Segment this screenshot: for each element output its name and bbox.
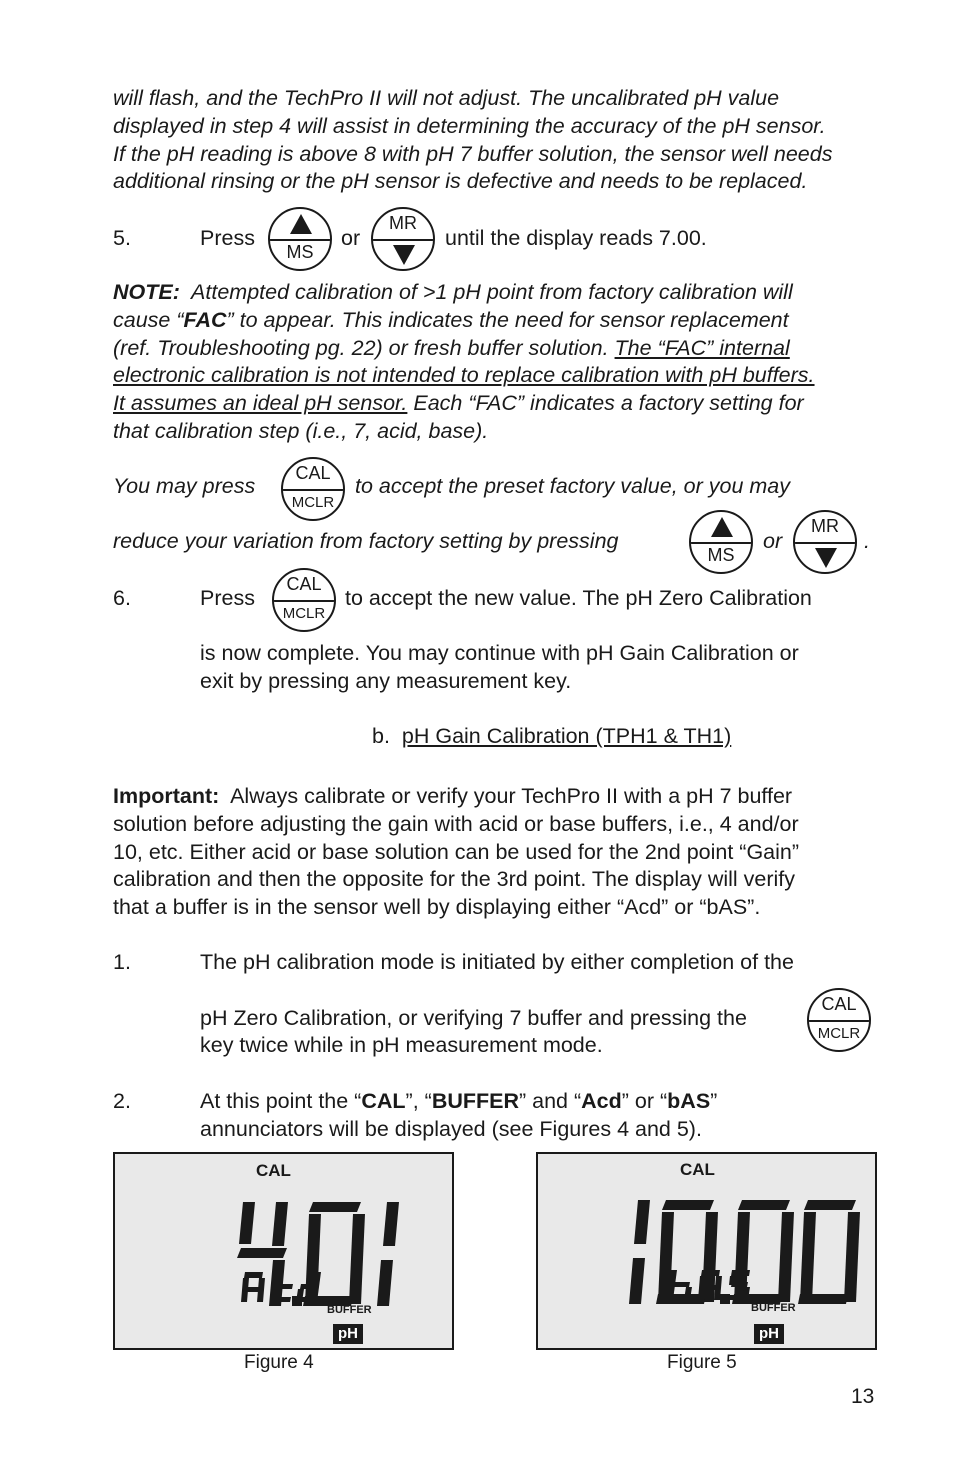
mclr-label: MCLR bbox=[291, 494, 335, 511]
step1-number: 1. bbox=[113, 950, 131, 974]
maypress-end: . bbox=[864, 529, 870, 553]
mclr-label: MCLR bbox=[282, 605, 326, 622]
figure-5-caption: Figure 5 bbox=[667, 1352, 737, 1373]
step5-rest: until the display reads 7.00. bbox=[445, 226, 707, 250]
maypress-b: to accept the preset factory value, or you may bbox=[355, 474, 790, 498]
section-b-title: pH Gain Calibration (TPH1 & TH1) bbox=[401, 724, 732, 748]
lcd-mode-acd bbox=[115, 1154, 452, 1348]
mclr-label: MCLR bbox=[817, 1025, 861, 1042]
ms-up-key[interactable] bbox=[268, 207, 332, 271]
cal-label: CAL bbox=[286, 574, 322, 594]
lcd-ph-annunciator: pH bbox=[754, 1324, 784, 1344]
step2-number: 2. bbox=[113, 1089, 131, 1113]
step5-number: 5. bbox=[113, 226, 131, 250]
fac-term: FAC bbox=[183, 308, 227, 332]
mr-down-key[interactable] bbox=[371, 207, 435, 271]
lcd-ph-annunciator: pH bbox=[333, 1324, 363, 1344]
step6-press: Press bbox=[200, 586, 255, 610]
arrow-down-icon bbox=[393, 245, 415, 265]
section-b-heading: b. pH Gain Calibration (TPH1 & TH1) bbox=[372, 724, 732, 748]
intro-line-2: displayed in step 4 will assist in determining the accuracy of the pH sensor. bbox=[113, 114, 826, 138]
step5-press: Press bbox=[200, 226, 255, 250]
step5-or: or bbox=[341, 226, 361, 250]
maypress-or: or bbox=[763, 529, 783, 553]
lcd-figure-4 bbox=[113, 1152, 454, 1350]
step2-line-2: annunciators will be displayed (see Figures 4 and 5). bbox=[200, 1117, 702, 1141]
step1-line-1: The pH calibration mode is initiated by either completion of the bbox=[200, 950, 794, 974]
cal-mclr-key-2[interactable] bbox=[272, 568, 336, 632]
mr-label: MR bbox=[811, 516, 839, 536]
lcd-cal-annunciator: CAL bbox=[680, 1160, 715, 1179]
lcd-buffer-annunciator: BUFFER bbox=[751, 1302, 796, 1314]
note-label: NOTE: bbox=[113, 280, 180, 304]
step1-line-3: key twice while in pH measurement mode. bbox=[200, 1033, 603, 1057]
arrow-up-icon bbox=[290, 214, 312, 234]
step2-line-1: At this point the “CAL”, “BUFFER” and “Acd” or “bAS” bbox=[200, 1089, 718, 1113]
lcd-mode-bas bbox=[538, 1154, 875, 1348]
step6-line-2: is now complete. You may continue with pH Gain Calibration or bbox=[200, 641, 799, 665]
intro-line-3: If the pH reading is above 8 with pH 7 buffer solution, the sensor well needs bbox=[113, 142, 833, 166]
maypress-a: You may press bbox=[113, 474, 256, 498]
figure-4-caption: Figure 4 bbox=[244, 1352, 314, 1373]
ms-up-key-2[interactable] bbox=[689, 510, 753, 574]
intro-line-1: will flash, and the TechPro II will not adjust. The uncalibrated pH value bbox=[113, 86, 780, 110]
lcd-buffer-annunciator: BUFFER bbox=[327, 1304, 372, 1316]
ms-label: MS bbox=[707, 545, 735, 565]
maypress-c: reduce your variation from factory setting by pressing bbox=[113, 529, 619, 553]
mr-down-key-2[interactable] bbox=[793, 510, 857, 574]
cal-mclr-key[interactable] bbox=[281, 457, 345, 521]
step6-line-3: exit by pressing any measurement key. bbox=[200, 669, 572, 693]
page-number: 13 bbox=[851, 1385, 875, 1408]
important-label: Important: bbox=[113, 784, 220, 808]
intro-line-4: additional rinsing or the pH sensor is defective and needs to be replaced. bbox=[113, 169, 808, 193]
lcd-figure-5 bbox=[536, 1152, 877, 1350]
step6-rest: to accept the new value. The pH Zero Calibration bbox=[345, 586, 812, 610]
arrow-up-icon bbox=[711, 517, 733, 537]
step6-number: 6. bbox=[113, 586, 131, 610]
step1-line-2: pH Zero Calibration, or verifying 7 buffer and pressing the bbox=[200, 1006, 747, 1030]
ms-label: MS bbox=[286, 242, 314, 262]
mr-label: MR bbox=[389, 213, 417, 233]
arrow-down-icon bbox=[815, 548, 837, 568]
lcd-cal-annunciator: CAL bbox=[256, 1161, 291, 1180]
cal-label: CAL bbox=[821, 994, 857, 1014]
cal-label: CAL bbox=[295, 463, 331, 483]
